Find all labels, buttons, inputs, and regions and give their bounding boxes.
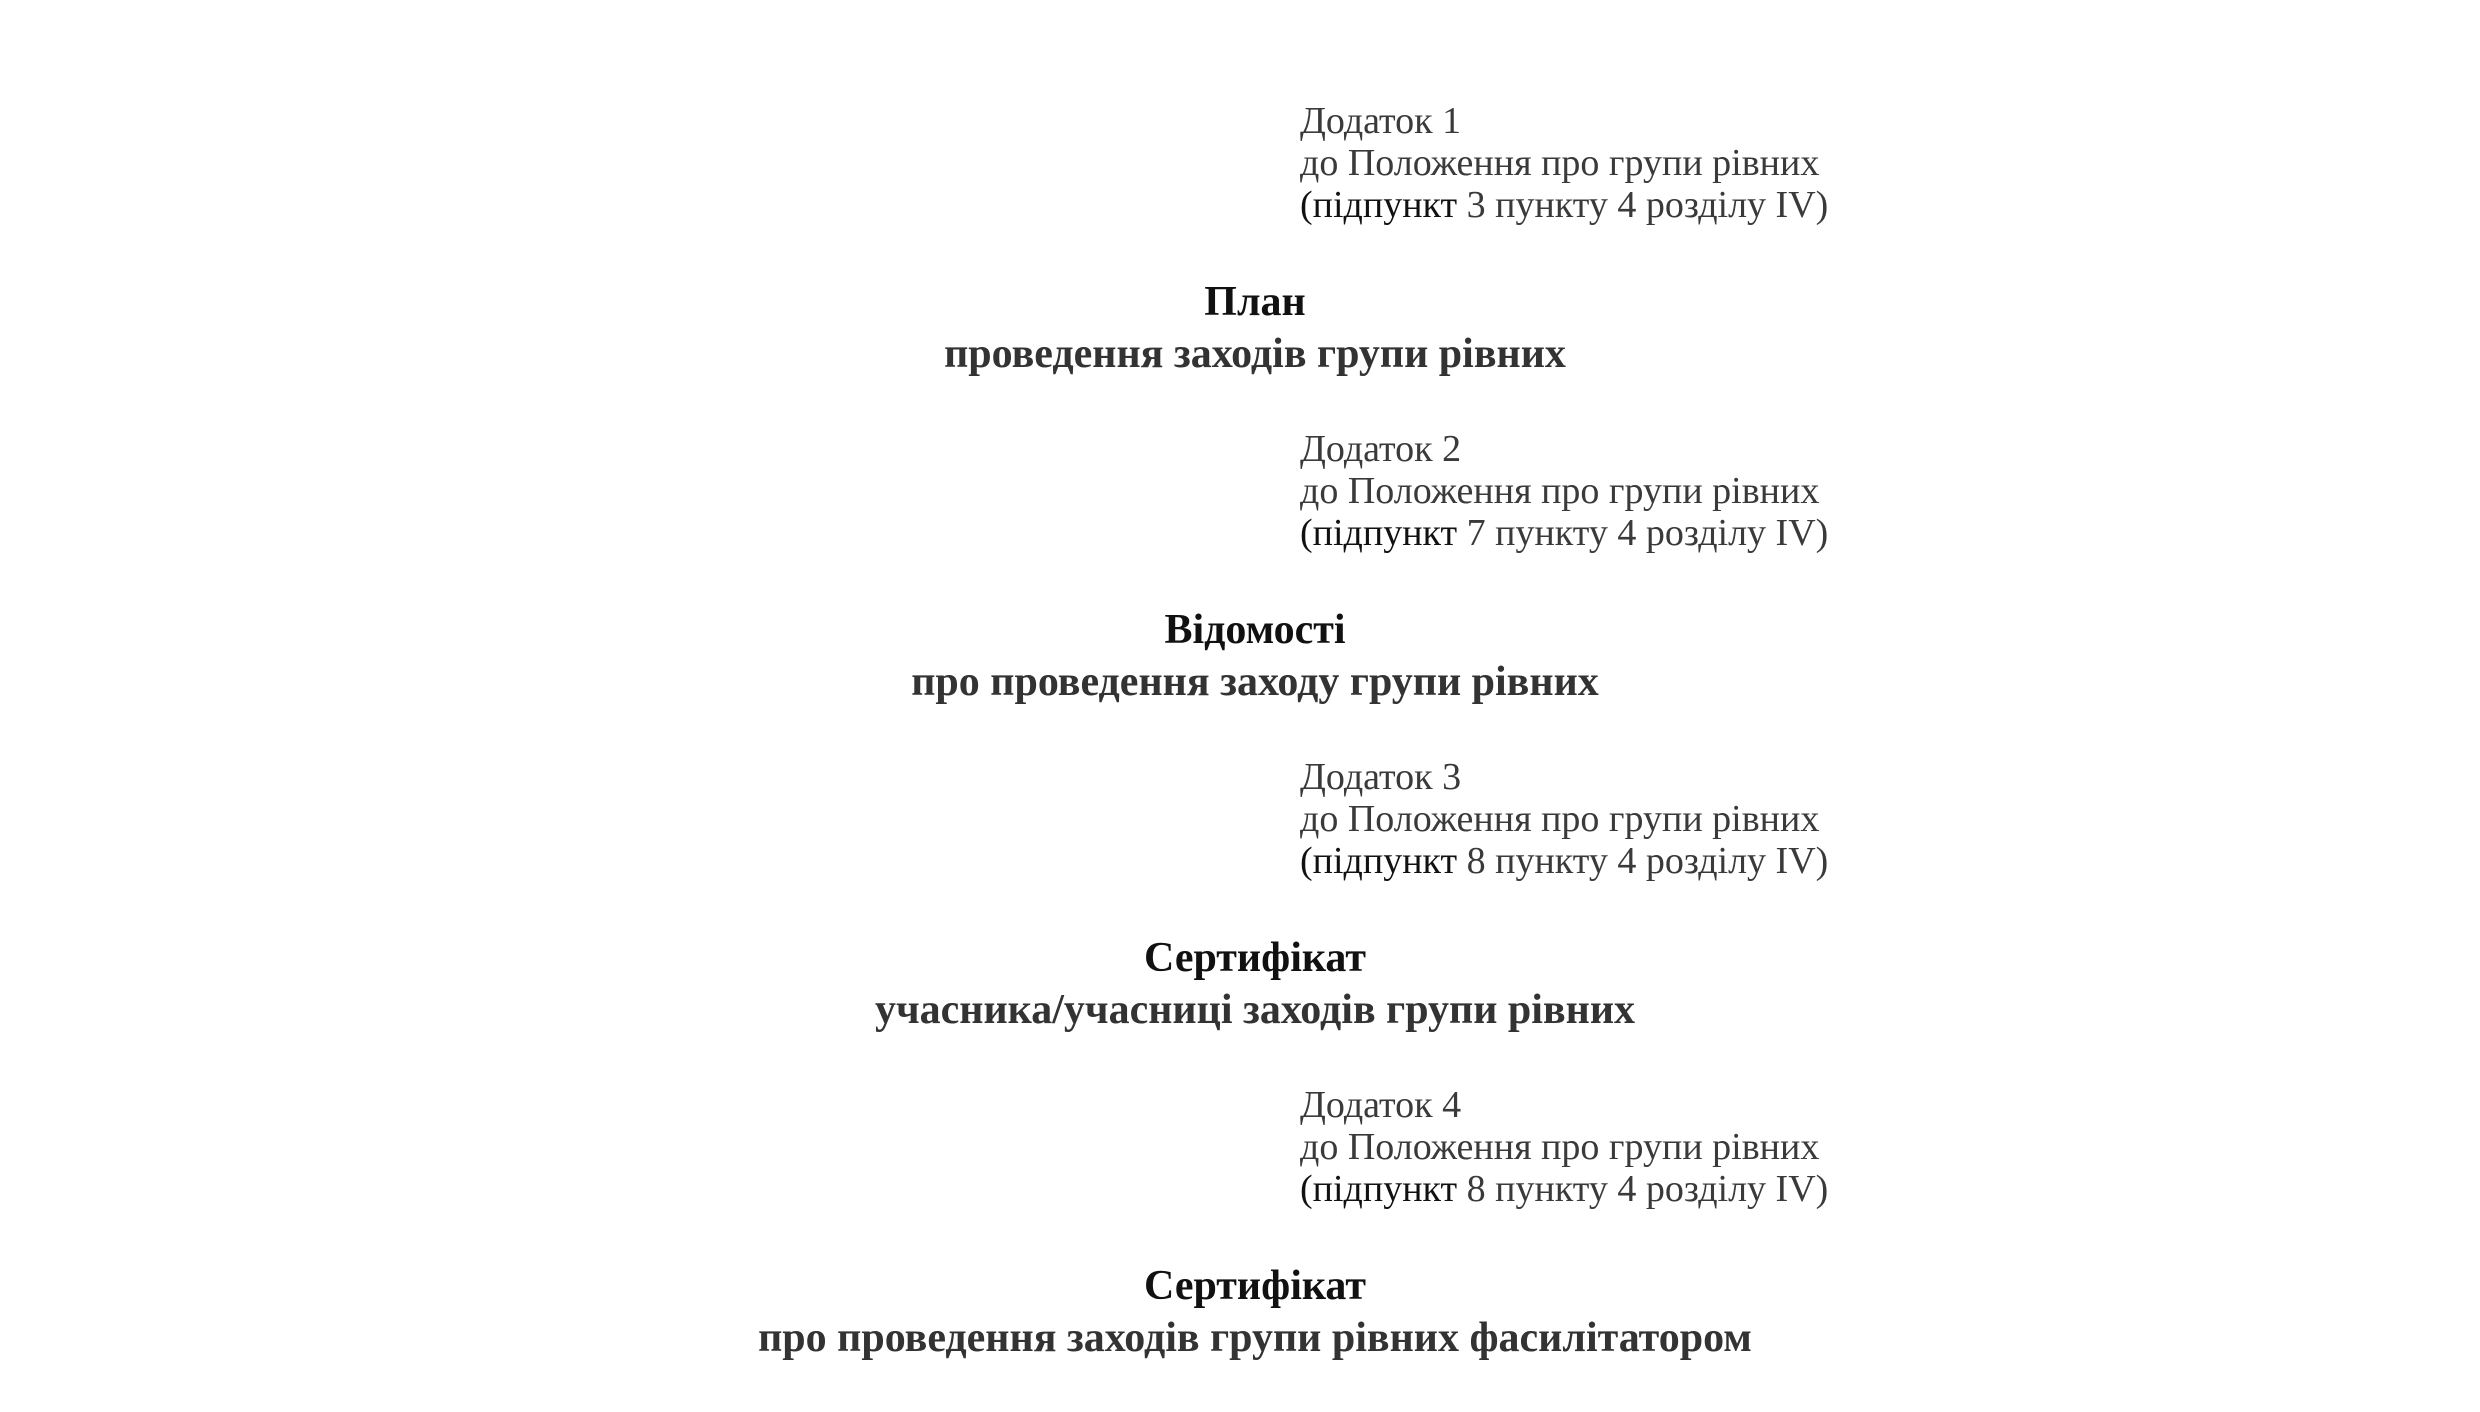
appendix-subparagraph xyxy=(1300,184,1828,226)
subparagraph-rest: 8 пункту 4 розділу IV) xyxy=(1457,840,1829,882)
document-title: Сертифікат xyxy=(1144,1263,1366,1309)
subparagraph-prefix: (підпункт xyxy=(1300,184,1458,226)
document-subtitle: про проведення заходів групи рівних фасилітатором xyxy=(758,1315,1752,1361)
subparagraph-rest: 7 пункту 4 розділу IV) xyxy=(1457,512,1829,554)
appendix-label: Додаток 1 xyxy=(1300,100,1462,142)
subparagraph-rest: 8 пункту 4 розділу IV) xyxy=(1457,1168,1829,1210)
document-subtitle: учасника/учасниці заходів групи рівних xyxy=(874,987,1636,1033)
appendix-label: Додаток 2 xyxy=(1300,428,1462,470)
appendix-regulation: до Положення про групи рівних xyxy=(1300,470,1820,512)
document-title-2 xyxy=(0,604,2480,708)
appendix-header-2 xyxy=(1300,428,1828,554)
subparagraph-prefix: (підпункт xyxy=(1300,840,1458,882)
document-title-1 xyxy=(0,276,2480,380)
appendix-label: Додаток 3 xyxy=(1300,756,1462,798)
appendix-subparagraph xyxy=(1300,512,1828,554)
subparagraph-rest: 3 пункту 4 розділу IV) xyxy=(1457,184,1829,226)
appendix-header-4 xyxy=(1300,1084,1828,1210)
document-title: Відомості xyxy=(1164,607,1346,653)
document-title: План xyxy=(1204,279,1306,325)
appendix-header-1 xyxy=(1300,100,1828,226)
appendix-regulation: до Положення про групи рівних xyxy=(1300,1126,1820,1168)
document-title-4 xyxy=(0,1260,2480,1364)
appendix-regulation: до Положення про групи рівних xyxy=(1300,798,1820,840)
appendix-header-3 xyxy=(1300,756,1828,882)
appendix-label: Додаток 4 xyxy=(1300,1084,1462,1126)
subparagraph-prefix: (підпункт xyxy=(1300,1168,1458,1210)
appendix-subparagraph xyxy=(1300,1168,1828,1210)
document-title: Сертифікат xyxy=(1144,935,1366,981)
document-title-3 xyxy=(0,932,2480,1036)
subparagraph-prefix: (підпункт xyxy=(1300,512,1458,554)
document-subtitle: проведення заходів групи рівних xyxy=(944,331,1566,377)
appendix-regulation: до Положення про групи рівних xyxy=(1300,142,1820,184)
appendix-subparagraph xyxy=(1300,840,1828,882)
document-subtitle: про проведення заходу групи рівних xyxy=(911,659,1599,705)
